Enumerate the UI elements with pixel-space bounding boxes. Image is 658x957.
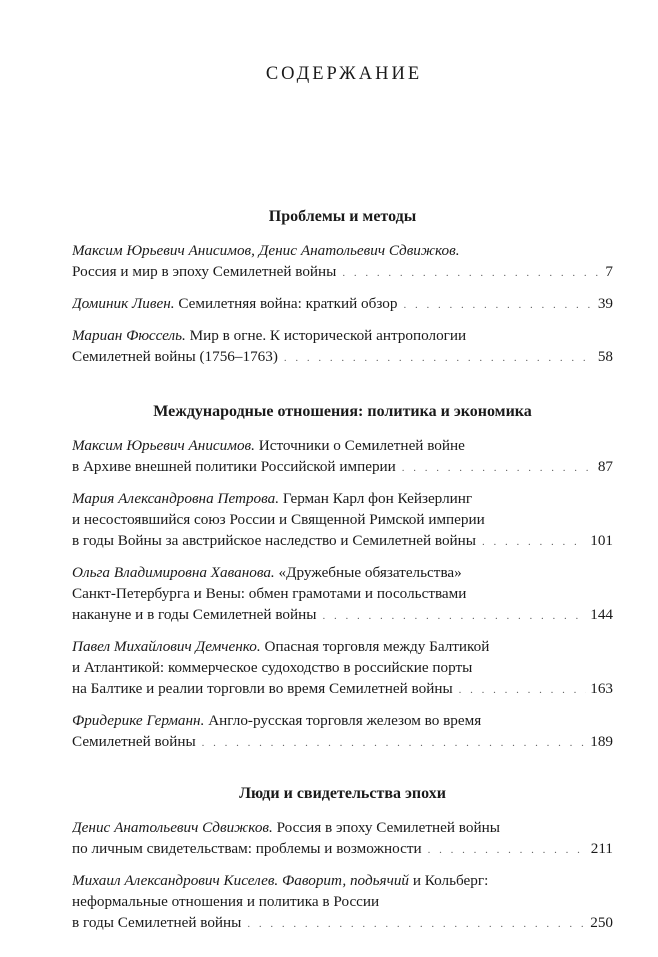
entry-title-end: Семилетней войны (1756–1763) [72,348,278,365]
entry-page-number: 87 [597,458,613,475]
entry-page-number: 58 [597,348,613,365]
entry-first-line [72,636,613,657]
entry-last-line [72,293,613,316]
entry-author: Доминик Ливен. [72,295,175,312]
entry-title-start: «Дружебные обязательства» [278,564,462,581]
entry-title-end: по личным свидетельствам: проблемы и возможности [72,840,422,857]
toc-entry[interactable] [72,293,613,316]
section-heading: Люди и свидетельства эпохи [239,785,446,802]
entry-title-start: и Кольберг: [412,872,489,889]
entry-author: Михаил Александрович Киселев. [72,872,279,889]
entry-title-end: в годы Семилетней войны [72,914,242,931]
toc-entry[interactable] [72,240,613,284]
entry-first-line [72,488,613,509]
entry-first-line [72,435,613,456]
entry-author: Ольга Владимировна Хаванова. [72,564,275,581]
dot-leader [403,295,593,316]
page-title: СОДЕРЖАНИЕ [265,64,423,84]
entry-title-start: Опасная торговля между Балтикой [264,638,490,655]
dot-leader [482,532,586,553]
entry-last-line [72,456,613,479]
entry-page-number: 163 [590,680,613,697]
dot-leader [342,263,601,284]
entry-author: Максим Юрьевич Анисимов, Денис Анатольевич Сдвижков. [72,242,460,259]
dot-leader [202,733,587,754]
entry-page-number: 211 [590,840,613,857]
entry-author: Максим Юрьевич Анисимов. [72,437,255,454]
dot-leader [322,606,586,627]
entry-last-line [72,346,613,369]
entry-first-line [72,870,613,891]
entry-title-start: Источники о Семилетней войне [258,437,465,454]
entry-title-end: накануне и в годы Семилетней войны [72,606,317,623]
entry-first-line [72,562,613,583]
toc-entry[interactable] [72,488,613,553]
entry-title-start: Мир в огне. К исторической антропологии [189,327,467,344]
entry-last-line [72,678,613,701]
toc-entry[interactable] [72,710,613,754]
entry-title-start: Герман Карл фон Кейзерлинг [282,490,473,507]
entry-middle-line: и несостоявшийся союз России и Священной Римской империи [72,511,485,528]
entry-middle-line: Санкт-Петербурга и Вены: обмен грамотами и посольствами [72,585,467,602]
toc-entry[interactable] [72,636,613,701]
section-heading: Проблемы и методы [268,208,417,225]
toc-entry[interactable] [72,870,613,935]
entry-author: Мариан Фюссель. [72,327,186,344]
toc-section-people-testimonies [72,783,613,944]
toc-entry[interactable] [72,325,613,369]
entry-page-number: 144 [590,606,613,623]
toc-section-problems-methods [72,206,613,378]
entry-page-number: 39 [597,295,613,312]
entry-title-italic: Фаворит, подьячий [282,872,410,889]
entry-first-line [72,710,613,731]
entry-title: Россия и мир в эпоху Семилетней войны [72,263,337,280]
entry-last-line [72,604,613,627]
entry-last-line [72,261,613,284]
entry-first-line [72,325,613,346]
entry-author: Денис Анатольевич Сдвижков. [72,819,273,836]
entry-author: Павел Михайлович Демченко. [72,638,261,655]
entry-author-line [72,240,613,261]
entry-title: Семилетняя война: краткий обзор [178,295,398,312]
dot-leader [459,680,587,701]
entry-title-wrap [72,293,397,314]
entry-author: Мария Александровна Петрова. [72,490,280,507]
entry-title-end: Семилетней войны [72,733,196,750]
dot-leader [428,840,587,861]
entry-page-number: 101 [590,532,613,549]
section-heading: Международные отношения: политика и экономика [153,403,532,420]
toc-section-international-relations [72,401,613,763]
toc-entry[interactable] [72,435,613,479]
entry-last-line [72,838,613,861]
dot-leader [402,458,594,479]
entry-first-line [72,817,613,838]
entry-title-start: Россия в эпоху Семилетней войны [276,819,500,836]
entry-title-end: в Архиве внешней политики Российской империи [72,458,396,475]
entry-title-end: на Балтике и реалии торговли во время Семилетней войны [72,680,453,697]
entry-page-number: 189 [590,733,613,750]
toc-entry[interactable] [72,817,613,861]
entry-title-start: Англо-русская торговля железом во время [208,712,482,729]
entry-author: Фридерике Германн. [72,712,205,729]
entry-last-line [72,731,613,754]
entry-page-number: 250 [590,914,613,931]
entry-page-number: 7 [605,263,613,280]
entry-middle-line: и Атлантикой: коммерческое судоходство в российские порты [72,659,473,676]
entry-title-end: в годы Войны за австрийское наследство и Семилетней войны [72,532,477,549]
entry-last-line [72,912,613,935]
entry-last-line [72,530,613,553]
dot-leader [247,914,586,935]
dot-leader [284,348,594,369]
toc-entry[interactable] [72,562,613,627]
entry-middle-line: неформальные отношения и политика в России [72,893,380,910]
